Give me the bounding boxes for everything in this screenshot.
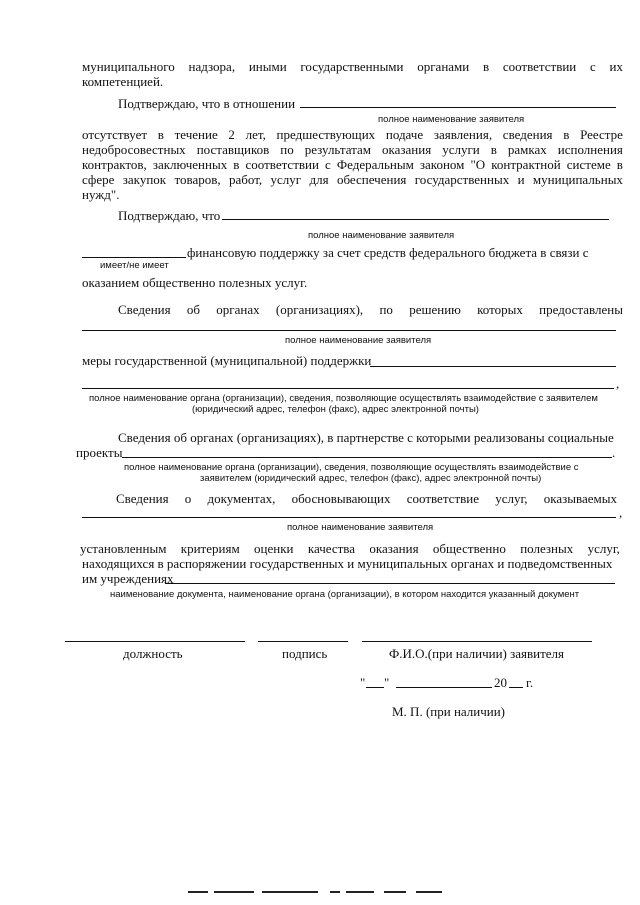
para5-end-mark: . — [612, 445, 616, 460]
para2-line4 — [82, 172, 623, 187]
para6-line1 — [116, 491, 617, 506]
para2-intro: Подтверждаю, что в отношении — [118, 96, 296, 111]
word: отсутствует — [82, 127, 148, 142]
para2-caption: полное наименование заявителя — [378, 114, 525, 125]
para4-applicant-field[interactable] — [82, 330, 616, 331]
stamp-label: М. П. (при наличии) — [392, 704, 506, 719]
word: обосновывающих — [291, 491, 391, 506]
para6-line2 — [80, 541, 620, 556]
word: по — [379, 302, 393, 317]
word: Сведения — [118, 302, 171, 317]
word: контрактов, — [82, 157, 147, 172]
word: оказания — [369, 541, 419, 556]
word: в — [157, 127, 164, 142]
para6-document-field[interactable] — [165, 583, 615, 584]
name-field[interactable] — [362, 641, 592, 642]
word: услуги — [442, 142, 480, 157]
date-day-field[interactable] — [366, 687, 384, 688]
word: сфере — [82, 172, 115, 187]
word: предшествующих — [276, 127, 376, 142]
para6-caption2: наименование документа, наименование органа (организации), в котором находится указанный документ — [110, 589, 580, 600]
para3-applicant-field[interactable] — [222, 219, 609, 220]
word: Реестре — [580, 127, 623, 142]
word: муниципального — [82, 59, 175, 74]
word: о — [184, 491, 192, 506]
word: соответствии — [502, 59, 577, 74]
para5-caption-line1: полное наименование органа (организации), сведения, позволяющие осуществлять взаимодействие с — [124, 462, 579, 473]
word: в — [490, 142, 497, 157]
para3-text2: оказанием общественно полезных услуг. — [82, 275, 308, 290]
word: поставщиков — [196, 142, 270, 157]
scan-artifact — [330, 891, 340, 893]
word: которых — [477, 302, 523, 317]
word: органах — [216, 302, 260, 317]
word: в — [482, 59, 490, 74]
word: оказания — [381, 142, 432, 157]
word: иными — [248, 59, 287, 74]
word: государственными — [300, 59, 404, 74]
word: в — [563, 127, 570, 142]
para5-line2: проекты — [76, 445, 123, 460]
para4-caption2-line2: (юридический адрес, телефон (факс), адрес электронной почты) — [192, 404, 479, 415]
date-year-prefix: 20 — [494, 675, 507, 690]
word: предоставлены — [539, 302, 623, 317]
word: лет, — [245, 127, 266, 142]
para2-line3 — [82, 157, 623, 172]
word: оказываемых — [543, 491, 617, 506]
word: Федеральным — [336, 157, 414, 172]
word: об — [186, 302, 201, 317]
word: Сведения — [116, 491, 169, 506]
word: течение — [174, 127, 218, 142]
para3-text1: финансовую поддержку за счет средств федерального бюджета в связи с — [187, 245, 589, 260]
word: с — [590, 59, 596, 74]
word: органами — [417, 59, 470, 74]
para2-line5: нужд". — [82, 187, 120, 202]
word: "О — [470, 157, 486, 172]
date-suffix: г. — [526, 675, 534, 690]
word: надзора, — [188, 59, 236, 74]
word: контрактной — [491, 157, 561, 172]
signature-label: подпись — [282, 646, 328, 661]
word: исполнения — [557, 142, 623, 157]
word: заявления, — [433, 127, 493, 142]
word: подаче — [385, 127, 424, 142]
para6-end-mark: , — [619, 505, 623, 520]
para3-intro: Подтверждаю, что — [118, 208, 221, 223]
word: по — [280, 142, 294, 157]
word: 2 — [228, 127, 235, 142]
word: услуг, — [495, 491, 528, 506]
position-field[interactable] — [65, 641, 245, 642]
date-month-field[interactable] — [396, 687, 492, 688]
word: рамках — [507, 142, 547, 157]
word: общественно — [432, 541, 506, 556]
word: услуг, — [587, 541, 620, 556]
para5-partner-field[interactable] — [122, 457, 612, 458]
word: товаров, — [174, 172, 221, 187]
word: с — [325, 157, 331, 172]
scan-artifact — [384, 891, 406, 893]
word: системе — [566, 157, 611, 172]
para4-line1 — [118, 302, 623, 317]
word: в — [616, 157, 623, 172]
para4-line2: меры государственной (муниципальной) поддержки — [82, 353, 372, 368]
para6-caption: полное наименование заявителя — [287, 522, 434, 533]
word: недобросовестных — [82, 142, 186, 157]
para3-caption2: имеет/не имеет — [100, 260, 169, 271]
scan-artifact — [346, 891, 374, 893]
position-label: должность — [123, 646, 183, 661]
para2-line1 — [82, 127, 623, 142]
para1-line2: компетенцией. — [82, 74, 164, 89]
date-year-field[interactable] — [509, 687, 523, 688]
word: результатам — [304, 142, 371, 157]
word: закупок — [122, 172, 167, 187]
scan-artifact — [214, 891, 254, 893]
scan-artifact — [188, 891, 208, 893]
word: обеспечения — [336, 172, 407, 187]
scan-artifact — [416, 891, 442, 893]
para4-support-field[interactable] — [370, 366, 616, 367]
para6-line4: им учреждениях — [82, 571, 174, 586]
word: их — [609, 59, 623, 74]
para1-line1 — [82, 59, 623, 74]
word: документах, — [207, 491, 276, 506]
name-label: Ф.И.О.(при наличии) заявителя — [389, 646, 565, 661]
word: оценки — [254, 541, 294, 556]
word: заключенных — [152, 157, 228, 172]
para2-applicant-field[interactable] — [300, 107, 616, 108]
para4-caption: полное наименование заявителя — [285, 335, 432, 346]
date-quote-close: " — [384, 675, 390, 690]
para3-caption: полное наименование заявителя — [308, 230, 455, 241]
scan-artifact — [262, 891, 318, 893]
para6-applicant-field[interactable] — [82, 517, 616, 518]
word: соответствии — [245, 157, 319, 172]
word: работ, — [228, 172, 263, 187]
word: услуг — [270, 172, 302, 187]
signature-field[interactable] — [258, 641, 348, 642]
para3-has-field[interactable] — [82, 257, 186, 258]
word: установленным — [80, 541, 167, 556]
para2-line2 — [82, 142, 623, 157]
para5-line1: Сведения об органах (организациях), в партнерстве с которыми реализованы социальные — [118, 430, 614, 445]
word: критериям — [180, 541, 240, 556]
word: для — [309, 172, 329, 187]
para4-end-mark: , — [616, 376, 620, 391]
word: и — [517, 172, 525, 187]
word: полезных — [520, 541, 574, 556]
word: муниципальных — [532, 172, 623, 187]
para4-caption2-line1: полное наименование органа (организации), сведения, позволяющие осуществлять взаимодействие с заявителем — [89, 393, 598, 404]
word: решению — [409, 302, 461, 317]
word: государственных — [414, 172, 510, 187]
word: в — [233, 157, 240, 172]
word: соответствие — [406, 491, 479, 506]
word: качества — [307, 541, 356, 556]
word: (организациях), — [275, 302, 364, 317]
word: законом — [419, 157, 465, 172]
word: сведения — [502, 127, 553, 142]
para4-organ-field[interactable] — [82, 388, 614, 389]
para6-line3: находящихся в распоряжении государственных и муниципальных органах и подведомственных — [82, 556, 613, 571]
para5-caption-line2: заявителем (юридический адрес, телефон (факс), адрес электронной почты) — [200, 473, 542, 484]
date-quote-open: " — [360, 675, 366, 690]
